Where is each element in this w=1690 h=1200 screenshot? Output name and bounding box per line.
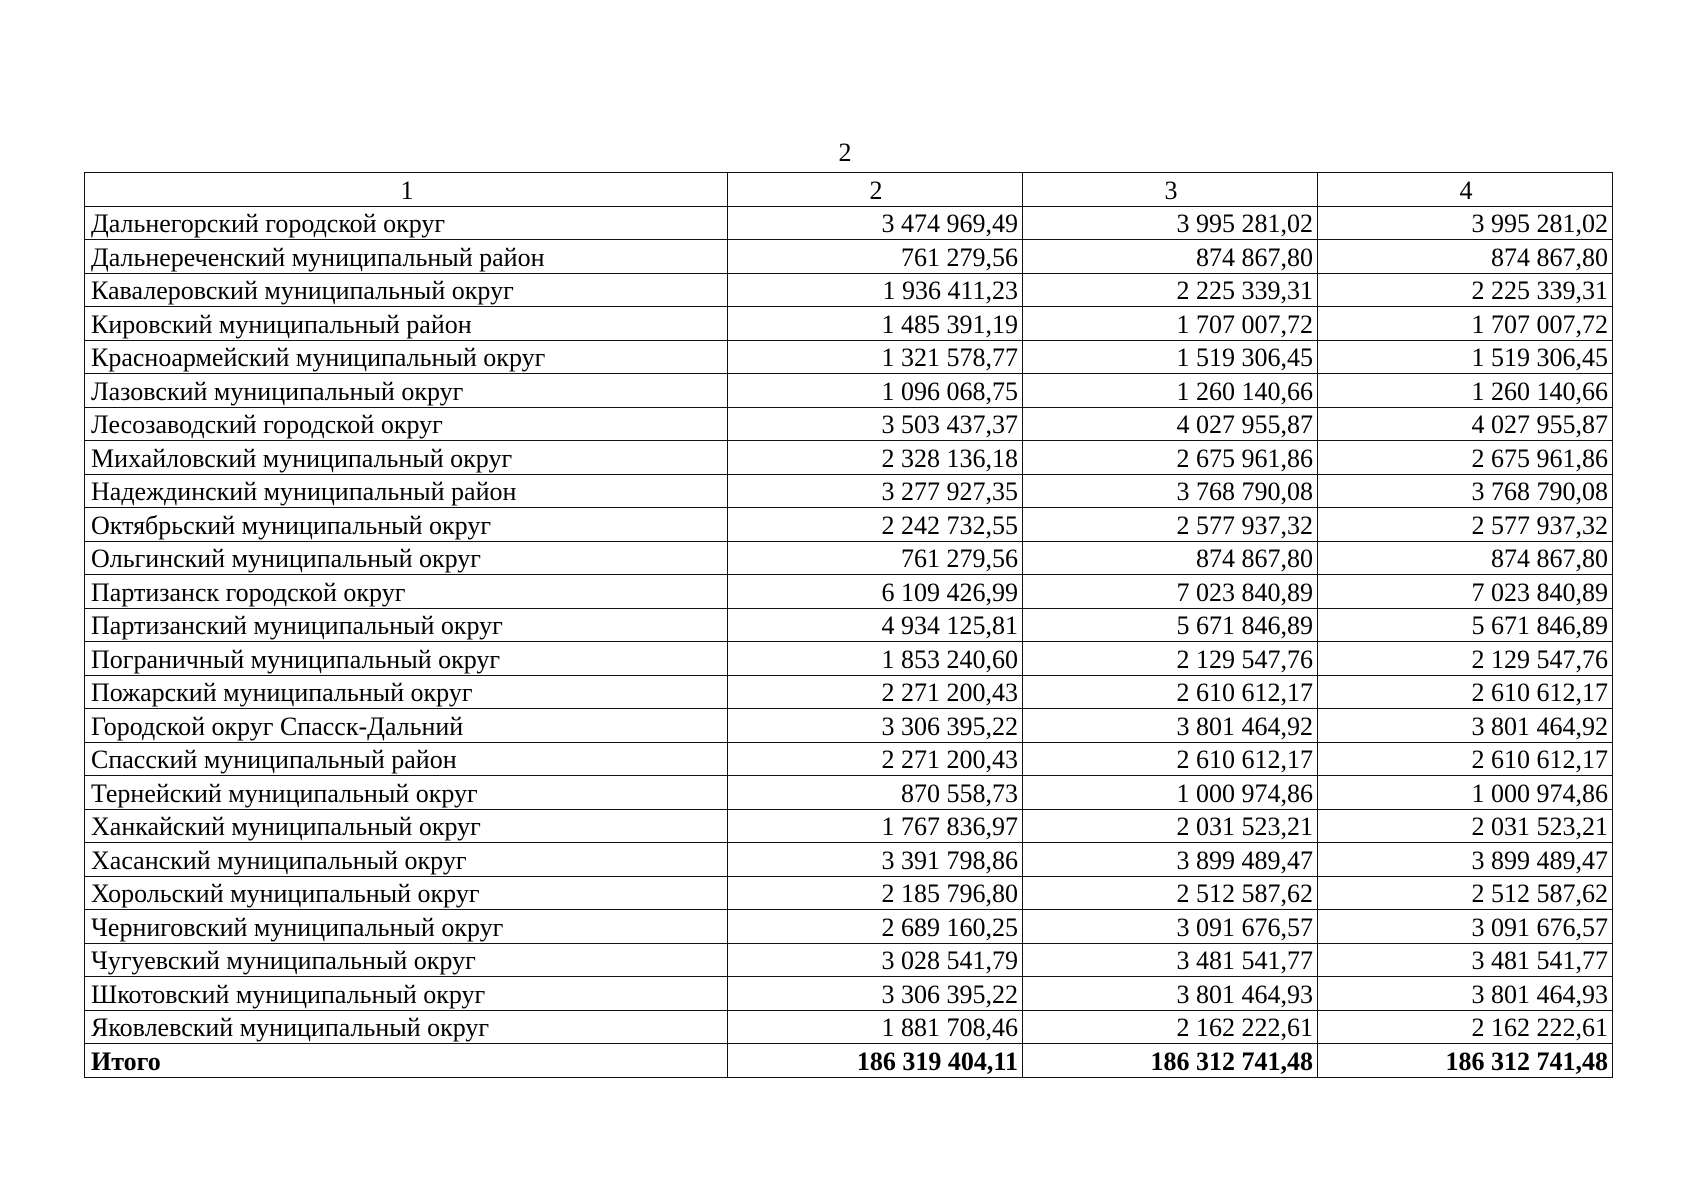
column-number-3: 3 xyxy=(1023,173,1318,207)
value-col-3: 3 481 541,77 xyxy=(1023,943,1318,977)
municipality-name: Лесозаводский городской округ xyxy=(85,407,728,441)
table-row xyxy=(85,206,1613,240)
value-col-2: 3 474 969,49 xyxy=(728,206,1023,240)
table-row xyxy=(85,575,1613,609)
table-row xyxy=(85,709,1613,743)
value-col-3: 2 610 612,17 xyxy=(1023,675,1318,709)
table-row xyxy=(85,1010,1613,1044)
value-col-2: 3 306 395,22 xyxy=(728,977,1023,1011)
value-col-2: 2 185 796,80 xyxy=(728,876,1023,910)
value-col-3: 1 519 306,45 xyxy=(1023,340,1318,374)
table-row xyxy=(85,374,1613,408)
value-col-3: 3 801 464,93 xyxy=(1023,977,1318,1011)
value-col-4: 1 707 007,72 xyxy=(1318,307,1613,341)
table-row xyxy=(85,508,1613,542)
table-row xyxy=(85,642,1613,676)
value-col-2: 1 485 391,19 xyxy=(728,307,1023,341)
value-col-2: 3 306 395,22 xyxy=(728,709,1023,743)
value-col-2: 2 689 160,25 xyxy=(728,910,1023,944)
value-col-2: 2 242 732,55 xyxy=(728,508,1023,542)
value-col-3: 2 675 961,86 xyxy=(1023,441,1318,475)
table-row xyxy=(85,876,1613,910)
value-col-2: 3 277 927,35 xyxy=(728,474,1023,508)
value-col-3: 4 027 955,87 xyxy=(1023,407,1318,441)
column-number-4: 4 xyxy=(1318,173,1613,207)
value-col-4: 186 312 741,48 xyxy=(1318,1044,1613,1078)
table-row xyxy=(85,474,1613,508)
value-col-2: 761 279,56 xyxy=(728,240,1023,274)
table-row xyxy=(85,776,1613,810)
value-col-4: 874 867,80 xyxy=(1318,541,1613,575)
value-col-4: 3 899 489,47 xyxy=(1318,843,1613,877)
value-col-4: 3 801 464,92 xyxy=(1318,709,1613,743)
municipality-name: Городской округ Спасск-Дальний xyxy=(85,709,728,743)
table-row xyxy=(85,910,1613,944)
municipality-name: Хорольский муниципальный округ xyxy=(85,876,728,910)
municipality-name: Надеждинский муниципальный район xyxy=(85,474,728,508)
table-row xyxy=(85,441,1613,475)
column-number-2: 2 xyxy=(728,173,1023,207)
value-col-2: 1 767 836,97 xyxy=(728,809,1023,843)
municipality-name: Кировский муниципальный район xyxy=(85,307,728,341)
value-col-4: 4 027 955,87 xyxy=(1318,407,1613,441)
value-col-4: 1 519 306,45 xyxy=(1318,340,1613,374)
table-row xyxy=(85,541,1613,575)
value-col-3: 1 260 140,66 xyxy=(1023,374,1318,408)
value-col-2: 3 503 437,37 xyxy=(728,407,1023,441)
municipality-name: Кавалеровский муниципальный округ xyxy=(85,273,728,307)
value-col-4: 3 995 281,02 xyxy=(1318,206,1613,240)
value-col-3: 186 312 741,48 xyxy=(1023,1044,1318,1078)
municipality-name: Тернейский муниципальный округ xyxy=(85,776,728,810)
value-col-4: 2 129 547,76 xyxy=(1318,642,1613,676)
value-col-3: 1 707 007,72 xyxy=(1023,307,1318,341)
table-row xyxy=(85,843,1613,877)
table-row xyxy=(85,340,1613,374)
value-col-4: 2 162 222,61 xyxy=(1318,1010,1613,1044)
municipality-name: Дальнереченский муниципальный район xyxy=(85,240,728,274)
table-row xyxy=(85,977,1613,1011)
page-number: 2 xyxy=(838,138,852,167)
column-number-1: 1 xyxy=(85,173,728,207)
value-col-2: 6 109 426,99 xyxy=(728,575,1023,609)
value-col-3: 874 867,80 xyxy=(1023,240,1318,274)
value-col-2: 761 279,56 xyxy=(728,541,1023,575)
column-number-row xyxy=(85,173,1613,207)
value-col-4: 5 671 846,89 xyxy=(1318,608,1613,642)
value-col-3: 3 995 281,02 xyxy=(1023,206,1318,240)
table-row xyxy=(85,240,1613,274)
municipality-name: Партизанский муниципальный округ xyxy=(85,608,728,642)
municipality-name: Партизанск городской округ xyxy=(85,575,728,609)
table-row xyxy=(85,407,1613,441)
value-col-2: 3 028 541,79 xyxy=(728,943,1023,977)
municipality-name: Пограничный муниципальный округ xyxy=(85,642,728,676)
value-col-3: 3 801 464,92 xyxy=(1023,709,1318,743)
municipality-name: Спасский муниципальный район xyxy=(85,742,728,776)
value-col-3: 5 671 846,89 xyxy=(1023,608,1318,642)
municipality-name: Михайловский муниципальный округ xyxy=(85,441,728,475)
value-col-2: 1 853 240,60 xyxy=(728,642,1023,676)
value-col-2: 1 321 578,77 xyxy=(728,340,1023,374)
value-col-4: 3 801 464,93 xyxy=(1318,977,1613,1011)
value-col-2: 1 096 068,75 xyxy=(728,374,1023,408)
municipality-name: Черниговский муниципальный округ xyxy=(85,910,728,944)
value-col-4: 3 481 541,77 xyxy=(1318,943,1613,977)
table-row xyxy=(85,307,1613,341)
value-col-3: 2 031 523,21 xyxy=(1023,809,1318,843)
value-col-4: 2 610 612,17 xyxy=(1318,742,1613,776)
value-col-4: 2 512 587,62 xyxy=(1318,876,1613,910)
table-row xyxy=(85,943,1613,977)
table-row xyxy=(85,675,1613,709)
municipality-name: Октябрьский муниципальный округ xyxy=(85,508,728,542)
allocation-table xyxy=(84,172,1613,1078)
municipality-name: Итого xyxy=(85,1044,728,1078)
value-col-4: 1 000 974,86 xyxy=(1318,776,1613,810)
value-col-2: 2 328 136,18 xyxy=(728,441,1023,475)
value-col-2: 186 319 404,11 xyxy=(728,1044,1023,1078)
value-col-3: 874 867,80 xyxy=(1023,541,1318,575)
value-col-3: 2 512 587,62 xyxy=(1023,876,1318,910)
municipality-name: Шкотовский муниципальный округ xyxy=(85,977,728,1011)
municipality-name: Чугуевский муниципальный округ xyxy=(85,943,728,977)
municipality-name: Пожарский муниципальный округ xyxy=(85,675,728,709)
value-col-4: 2 577 937,32 xyxy=(1318,508,1613,542)
value-col-2: 870 558,73 xyxy=(728,776,1023,810)
value-col-3: 3 899 489,47 xyxy=(1023,843,1318,877)
municipality-name: Красноармейский муниципальный округ xyxy=(85,340,728,374)
value-col-3: 3 768 790,08 xyxy=(1023,474,1318,508)
municipality-name: Лазовский муниципальный округ xyxy=(85,374,728,408)
value-col-2: 2 271 200,43 xyxy=(728,675,1023,709)
value-col-4: 874 867,80 xyxy=(1318,240,1613,274)
value-col-3: 3 091 676,57 xyxy=(1023,910,1318,944)
value-col-2: 3 391 798,86 xyxy=(728,843,1023,877)
municipality-name: Хасанский муниципальный округ xyxy=(85,843,728,877)
total-row xyxy=(85,1044,1613,1078)
value-col-2: 1 881 708,46 xyxy=(728,1010,1023,1044)
value-col-2: 1 936 411,23 xyxy=(728,273,1023,307)
value-col-4: 1 260 140,66 xyxy=(1318,374,1613,408)
value-col-4: 3 768 790,08 xyxy=(1318,474,1613,508)
municipality-name: Яковлевский муниципальный округ xyxy=(85,1010,728,1044)
value-col-3: 2 129 547,76 xyxy=(1023,642,1318,676)
table-body xyxy=(85,173,1613,1078)
value-col-4: 2 225 339,31 xyxy=(1318,273,1613,307)
value-col-4: 3 091 676,57 xyxy=(1318,910,1613,944)
table-row xyxy=(85,608,1613,642)
value-col-3: 2 577 937,32 xyxy=(1023,508,1318,542)
value-col-3: 2 162 222,61 xyxy=(1023,1010,1318,1044)
value-col-3: 2 610 612,17 xyxy=(1023,742,1318,776)
municipality-name: Ханкайский муниципальный округ xyxy=(85,809,728,843)
value-col-2: 2 271 200,43 xyxy=(728,742,1023,776)
table-row xyxy=(85,273,1613,307)
value-col-2: 4 934 125,81 xyxy=(728,608,1023,642)
table-row xyxy=(85,742,1613,776)
value-col-3: 7 023 840,89 xyxy=(1023,575,1318,609)
municipality-name: Дальнегорский городской округ xyxy=(85,206,728,240)
value-col-3: 2 225 339,31 xyxy=(1023,273,1318,307)
municipality-name: Ольгинский муниципальный округ xyxy=(85,541,728,575)
value-col-4: 2 610 612,17 xyxy=(1318,675,1613,709)
table-row xyxy=(85,809,1613,843)
value-col-4: 2 031 523,21 xyxy=(1318,809,1613,843)
value-col-4: 7 023 840,89 xyxy=(1318,575,1613,609)
value-col-4: 2 675 961,86 xyxy=(1318,441,1613,475)
value-col-3: 1 000 974,86 xyxy=(1023,776,1318,810)
